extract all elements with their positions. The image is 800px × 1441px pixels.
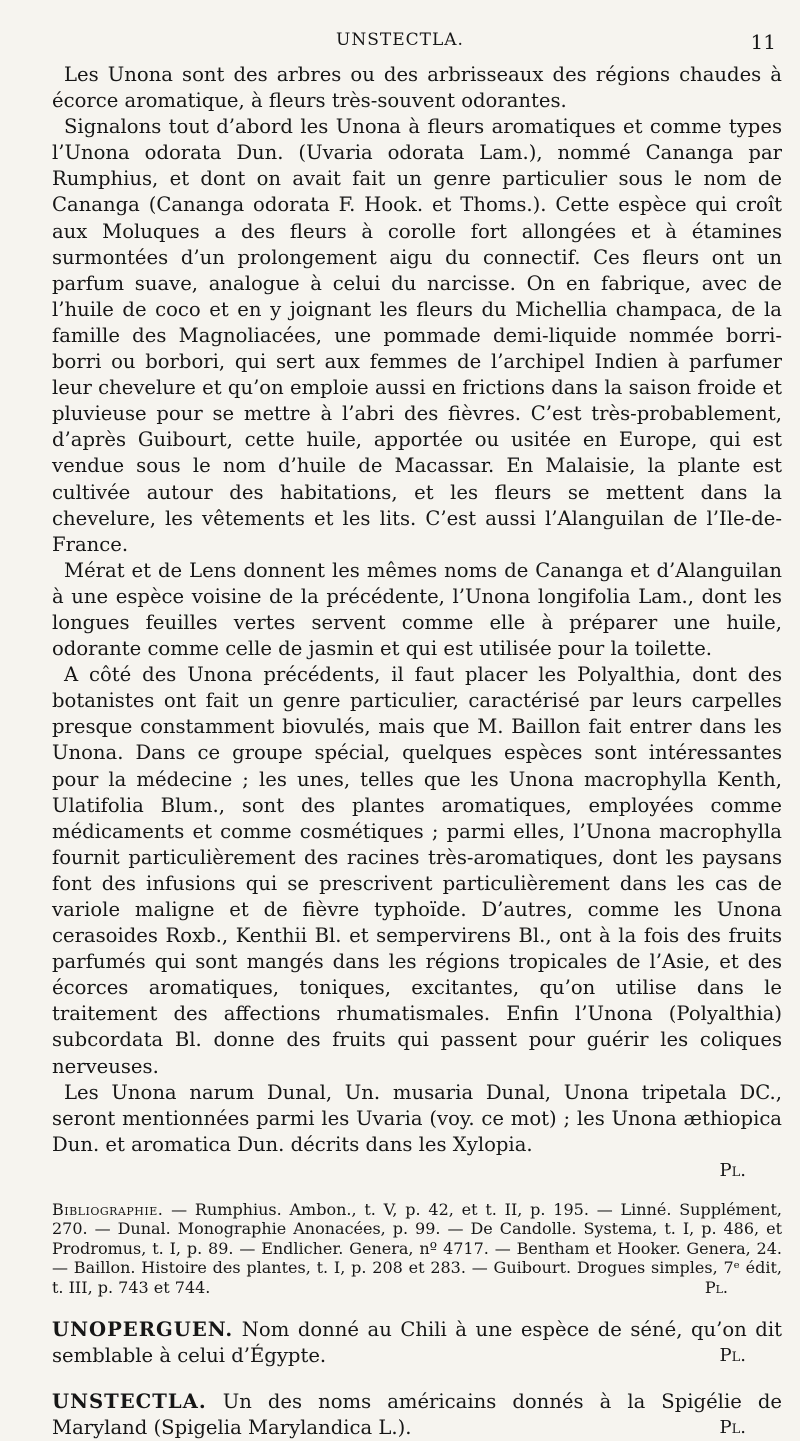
bibliography-signature: Pl. (704, 1277, 728, 1297)
paragraph-other-unona: Les Unona narum Dunal, Un. musaria Dunal, Unona tripetala DC., seront mentionnées parmi les Uvaria (voy. ce mot) ; les Unona æthiopica Dun. et aromatica Dun. décrits dans les Xylopia. (52, 1080, 782, 1156)
entry-headword: UNOPERGUEN. (52, 1318, 234, 1342)
entry-unstectla (52, 1389, 782, 1441)
entry-signature: Pl. (719, 1417, 746, 1439)
article-signature: Pl. (719, 1159, 746, 1181)
page-body (52, 62, 782, 1441)
entry-text: Un des noms américains donnés à la Spigélie de Maryland (Spigelia Marylandica L.). (52, 1390, 782, 1440)
entry-signature: Pl. (719, 1345, 746, 1367)
paragraph-polyalthia: A côté des Unona précédents, il faut placer les Polyalthia, dont des botanistes ont fait un genre particulier, caractérisé par leurs carpelles presque constamment biovulés, mais que M. Baillon fait entrer dans les Unona. Dans ce groupe spécial, quelques espèces sont intéressantes pour la médecine ; les unes, telles que les Unona macrophylla Kenth, Ulatifolia Blum., sont des plantes aromatiques, employées comme médicaments et comme cosmétiques ; parmi elles, l’Unona macrophylla fournit particulièrement des racines très-aromatiques, dont les paysans font des infusions qui se prescrivent particulièrement dans les cas de variole maligne et de fièvre typhoïde. D’autres, comme les Unona cerasoides Roxb., Kenthii Bl. et sempervirens Bl., ont à la fois des fruits parfumés qui sont mangés dans les régions tropicales de l’Asie, et des écorces aromatiques, toniques, excitantes, qu’on utilise dans le traitement des affections rhumatismales. Enfin l’Unona (Polyalthia) subcordata Bl. donne des fruits qui passent pour guérir les coliques nerveuses. (52, 663, 782, 1078)
running-head: UNSTECTLA. (336, 30, 464, 50)
entry-headword: UNSTECTLA. (52, 1390, 207, 1414)
paragraph-intro: Les Unona sont des arbres ou des arbrisseaux des régions chaudes à écorce aromatique, à fleurs très-souvent odorantes. (52, 63, 782, 113)
entry-text: Nom donné au Chili à une espèce de séné, qu’on dit semblable à celui d’Égypte. (52, 1318, 782, 1368)
bibliography-label: Bibliographie. (52, 1199, 164, 1219)
paragraph-unona-odorata: Signalons tout d’abord les Unona à fleurs aromatiques et comme types l’Unona odorata Dun. (Uvaria odorata Lam.), nommé Cananga par Rumphius, et dont on avait fait un genre particulier sous le nom de Cananga (Cananga odorata F. Hook. et Thoms.). Cette espèce qui croît aux Moluques a des fleurs à corolle fort allongées et à étamines surmontées d’un prolongement aigu du connectif. Ces fleurs ont un parfum suave, analogue à celui du narcisse. On en fabrique, avec de l’huile de coco et en y joignant les fleurs du Michellia champaca, de la famille des Magnoliacées, une pommade demi-liquide nommée borri-borri ou borbori, qui sert aux femmes de l’archipel Indien à parfumer leur chevelure et qu’on emploie aussi en frictions dans la saison froide et pluvieuse pour se mettre à l’abri des fièvres. C’est très-probablement, d’après Guibourt, cette huile, apportée ou usitée en Europe, qui est vendue sous le nom d’huile de Macassar. En Malaisie, la plante est cultivée autour des habitations, et les fleurs se mettent dans la chevelure, les vêtements et les lits. C’est aussi l’Alanguilan de l’Ile-de-France. (52, 115, 782, 556)
entry-unoperguen (52, 1317, 782, 1369)
page-header (0, 30, 800, 54)
bibliography-text: — Rumphius. Ambon., t. V, p. 42, et t. II, p. 195. — Linné. Supplément, 270. — Dunal. Monographie Anonacées, p. 99. — De Candolle. Systema, t. I, p. 486, et Prodromus, t. I, p. 89. — Endlicher. Genera, nº 4717. — Bentham et Hooker. Genera, 24. — Baillon. Histoire des plantes, t. I, p. 208 et 283. — Guibourt. Drogues simples, 7ᵉ édit, t. III, p. 743 et 744. (52, 1199, 782, 1297)
bibliography (52, 1200, 782, 1298)
paragraph-merat-de-lens: Mérat et de Lens donnent les mêmes noms de Cananga et d’Alanguilan à une espèce voisine de la précédente, l’Unona longifolia Lam., dont les longues feuilles vertes servent comme elle à préparer une huile, odorante comme celle de jasmin et qui est utilisée pour la toilette. (52, 558, 782, 661)
page-number: 11 (750, 30, 776, 54)
